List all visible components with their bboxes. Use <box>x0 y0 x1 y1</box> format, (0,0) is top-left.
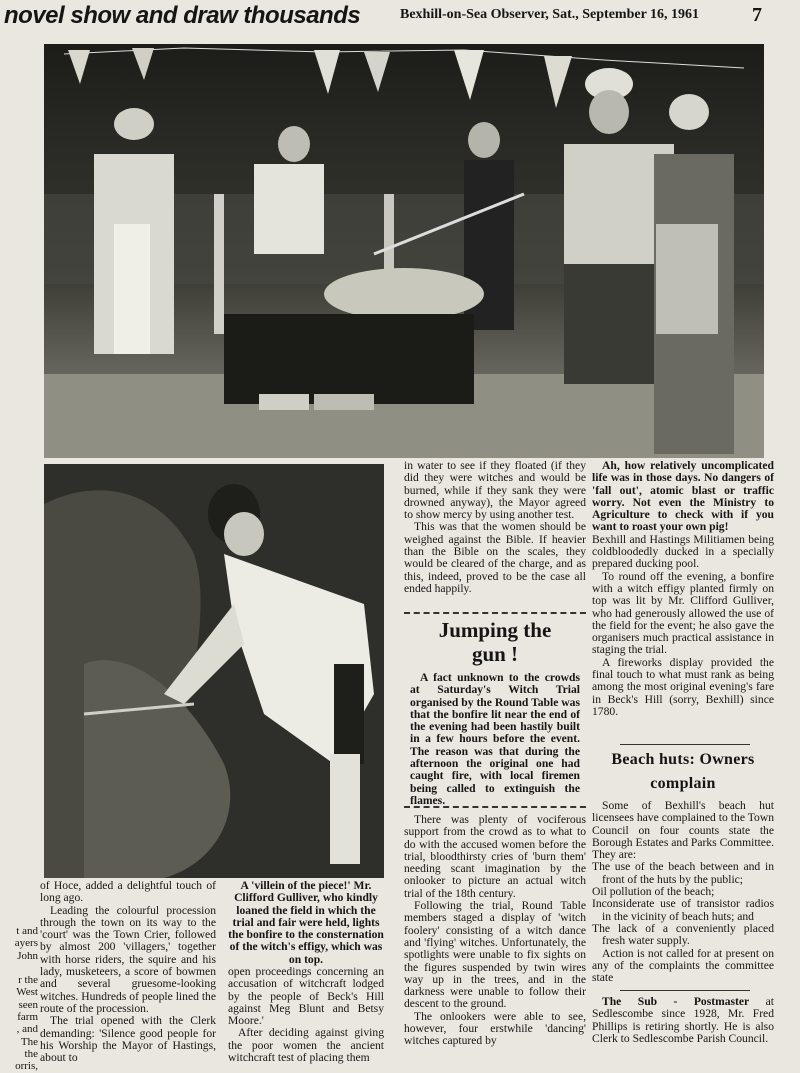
beach-item: The use of the beach between and in front of the huts by the public; <box>592 860 774 886</box>
box-title-line-2: gun ! <box>471 642 519 666</box>
column-2 <box>228 966 384 1070</box>
left-edge-fragment: r the <box>18 974 38 987</box>
left-edge-fragment: seen <box>18 998 38 1011</box>
beach-item: Oil pollution of the beach; <box>592 885 715 899</box>
beach-outro: Action is not called for at present on any of the complaints the committee state <box>592 946 774 985</box>
col3-paragraph: There was plenty of vociferous support from the crowd as to what to do with the accused women before the trial, bloodthirsty cries of 'burn them' needing scant imagination by the onlooker to picture an actual witch trial of the 18th century. <box>404 813 586 900</box>
beach-intro: Some of Bexhill's beach hut licensees have complained to the Town Council on four counts state the Borough Estates and Parks Committee. They are: <box>592 799 774 862</box>
col3-paragraph: This was that the women should be weighed against the Bible. If heavier than the Bible on the scales, they would be cleared of the charge, and as this, indeed, proved to be the case all ended happily. <box>404 520 586 595</box>
beach-title-line-2: complain <box>650 775 716 792</box>
box-paragraph: A fact unknown to the crowds at Saturday's Witch Trial organised by the Round Table was that the bonfire lit near the end of the evening had been hastily built in a few hours before the event. The reason was that during the afternoon the original one had caught fire, with local firemen being called to extinguish the flames. <box>410 671 580 807</box>
postmaster-story <box>592 996 774 1068</box>
left-edge-fragment: the <box>24 1047 38 1060</box>
column-1 <box>40 880 216 1070</box>
beach-section-rule <box>620 744 750 745</box>
photo-bonfire-lighting <box>44 464 384 878</box>
col4-paragraph: Bexhill and Hastings Militiamen being coldbloodedly ducked in a specially prepared ducking pool. <box>592 532 774 571</box>
col3-paragraph: in water to see if they floated (if they did they were witches and would be burned, while if they sank they were drowned anyway), the Mayor agreed to show mercy by using another test. <box>404 459 586 522</box>
box-top-rule <box>404 612 586 614</box>
col4-paragraph: To round off the evening, a bonfire with a witch effigy planted firmly on top was lit by Mr. Clifford Gulliver, who had generously allowed the use of the field for the event; he also gave the organisers much practical assistance in staging the trial. <box>592 569 774 657</box>
jumping-the-gun-box <box>404 618 586 807</box>
col1-paragraph: of Hoce, added a delightful touch of long ago. <box>40 879 216 905</box>
left-edge-fragment: orris, <box>15 1060 38 1073</box>
col1-paragraph: The trial opened with the Clerk demanding: 'Silence good people for his Worship the Mayor of Hastings, about to <box>40 1014 216 1065</box>
col4-bold-intro: Ah, how relatively uncomplicated life was in those days. No dangers of 'fall out', atomic blast or traffic worry. Not even the Ministry to Agriculture to check with if you want to roast your own pig! <box>592 459 774 534</box>
postmaster-rule <box>620 990 750 991</box>
masthead: Bexhill-on-Sea Observer, Sat., September 16, 1961 <box>400 7 700 22</box>
box-title-line-1: Jumping the <box>438 618 552 642</box>
col2-paragraph: open proceedings concerning an accusation of witchcraft lodged by the people of Beck's Hill against Meg Blunt and Betsy Moore.' <box>228 965 384 1028</box>
left-edge-fragment: The <box>20 1035 38 1048</box>
beach-huts-heading <box>592 748 774 796</box>
postmaster-lead: The Sub - Postmaster <box>602 995 750 1008</box>
beach-item: The lack of a conveniently placed fresh water supply. <box>592 921 774 948</box>
left-edge-fragment: West <box>16 986 38 999</box>
pig-roast-image <box>44 44 764 458</box>
page-number: 7 <box>752 4 762 26</box>
left-edge-fragment: , and <box>16 1023 38 1036</box>
col4-paragraph: A fireworks display provided the final touch to what must rank as being among the most original evening's fare in Beck's Hill (sorry, Bexhill) since 1780. <box>592 655 774 718</box>
col3-paragraph: Following the trial, Round Table members staged a display of 'witch foolery' consisting of a witch dance and 'flying' witches. Unfortunately, the spotlights were unable to fix sights on the figures suspended by twin wires way up in the trees, and in the darkness were unable to follow their descent to the ground. <box>404 899 586 1011</box>
box-body <box>404 672 586 807</box>
photo-pig-roast <box>44 44 764 458</box>
beach-title-line-1: Beach huts: Owners <box>611 751 755 768</box>
left-edge-column <box>0 925 38 1073</box>
col1-paragraph: Leading the colourful procession through the town on its way to the 'court' was the Town Crier, followed by almost 200 'villagers,' together with horse riders, the squire and his lady, musketeers, a score of bowmen and several gruesome-looking witches. Hundreds of people lined the route of the procession. <box>40 903 216 1015</box>
page-headline: novel show and draw thousands <box>4 2 361 29</box>
photo-caption: A 'villein of the piece!' Mr. Clifford Gulliver, who kindly loaned the field in which the trial and fair were held, lights the bonfire to the consternation of the witch's effigy, which was on top. <box>228 879 384 966</box>
beach-item: Inconsiderate use of transistor radios in the vicinity of beach huts; and <box>592 897 774 923</box>
beach-huts-story <box>592 800 774 992</box>
col3-paragraph: The onlookers were able to see, however, four erstwhile 'dancing' witches captured by <box>404 1009 586 1048</box>
postmaster-text: at Sedlescombe since 1928, Mr. Fred Phillips is retiring shortly. He is also Clerk to Sedlescombe Parish Council. <box>592 995 774 1045</box>
column-3-top <box>404 460 586 610</box>
left-edge-fragment <box>0 962 38 974</box>
left-edge-fragment: ayers <box>14 937 38 950</box>
bonfire-image <box>44 464 384 878</box>
left-edge-fragment: farm <box>17 1011 38 1024</box>
column-4 <box>592 460 774 750</box>
left-edge-fragment: John <box>17 949 38 962</box>
left-edge-fragment: t and <box>16 925 38 937</box>
col2-paragraph: After deciding against giving the poor women the ancient witchcraft test of placing them <box>228 1026 384 1065</box>
column-3-bottom <box>404 814 586 1070</box>
box-bottom-rule <box>404 806 586 808</box>
